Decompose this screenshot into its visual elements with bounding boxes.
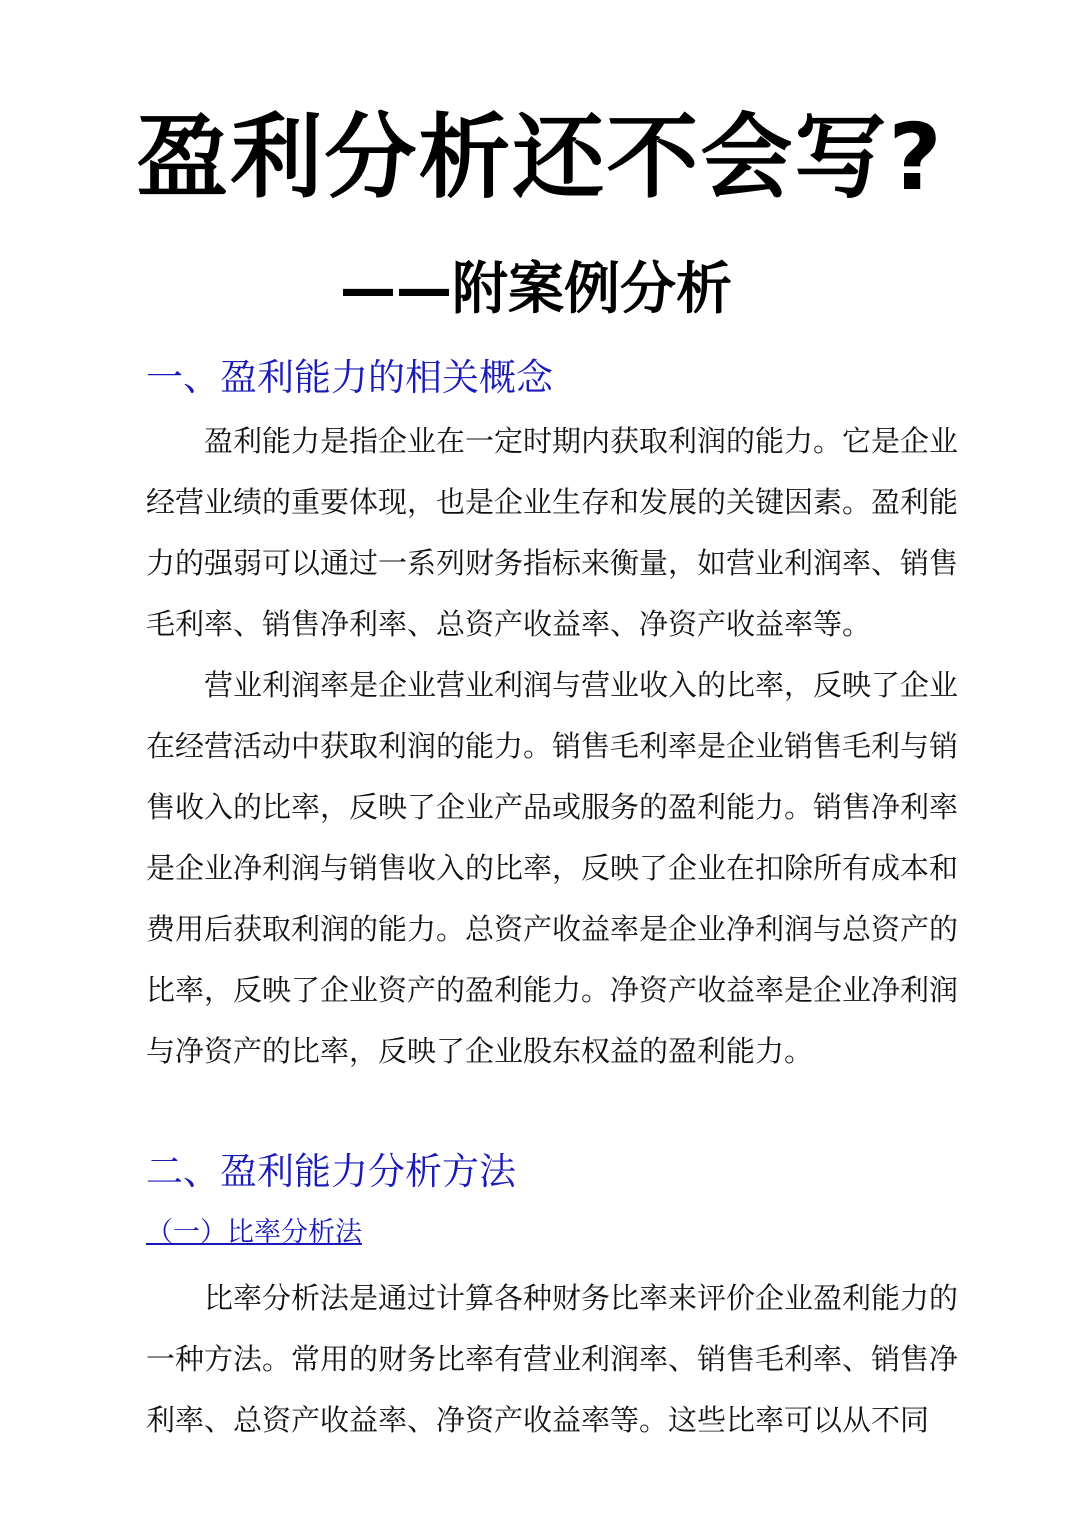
document-title: 盈利分析还不会写?	[136, 104, 944, 211]
section-heading-methods: 二、盈利能力分析方法	[146, 1150, 516, 1193]
paragraph-profitability-definition: 盈利能力是指企业在一定时期内获取利润的能力。它是企业经营业绩的重要体现，也是企业生存和发展的关键因素。盈利能力的强弱可以通过一系列财务指标来衡量，如营业利润率、销售毛利率、销售净利率、总资产收益率、净资产收益率等。	[146, 424, 959, 641]
subsection-heading-ratio-analysis: （一）比率分析法	[146, 1217, 362, 1248]
section-heading-concepts: 一、盈利能力的相关概念	[146, 356, 553, 399]
paragraph-ratio-analysis: 比率分析法是通过计算各种财务比率来评价企业盈利能力的一种方法。常用的财务比率有营业利润率、销售毛利率、销售净利率、总资产收益率、净资产收益率等。这些比率可以从不同	[146, 1281, 959, 1437]
paragraph-ratio-definitions: 营业利润率是企业营业利润与营业收入的比率，反映了企业在经营活动中获取利润的能力。销售毛利率是企业销售毛利与销售收入的比率，反映了企业产品或服务的盈利能力。销售净利率是企业净利润与销售收入的比率，反映了企业在扣除所有成本和费用后获取利润的能力。总资产收益率是企业净利润与总资产的比率，反映了企业资产的盈利能力。净资产收益率是企业净利润与净资产的比率，反映了企业股东权益的盈利能力。	[146, 668, 959, 1068]
document-subtitle: ——附案例分析	[340, 257, 732, 322]
